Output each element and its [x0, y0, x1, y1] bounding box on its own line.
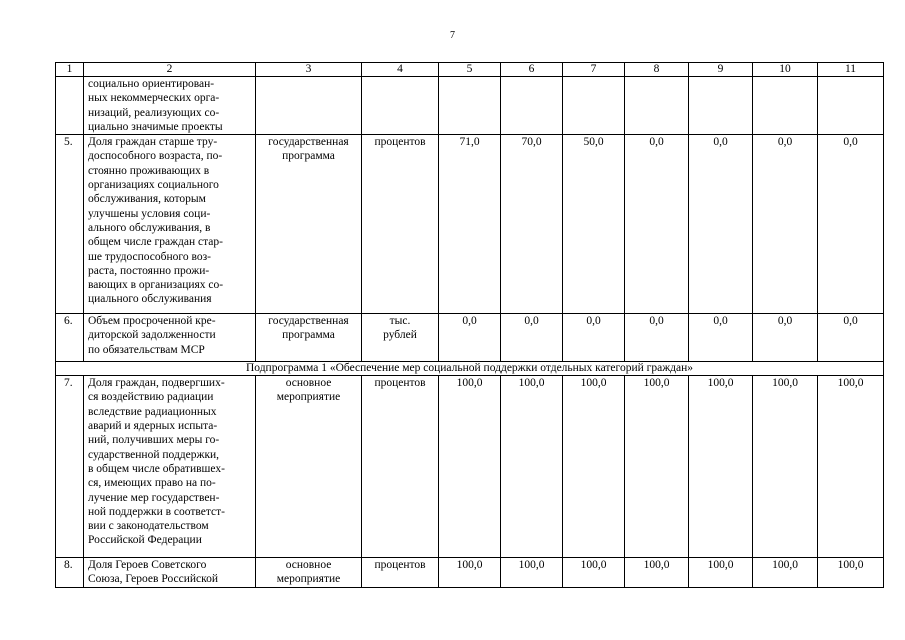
cell-line: в общем числе обратившех-	[88, 462, 225, 475]
cell-line: улучшены условия соци-	[88, 207, 211, 220]
value-cell: 100,0	[753, 558, 818, 588]
value-cell: 100,0	[501, 376, 563, 558]
value-cell: 50,0	[563, 135, 625, 314]
cell-line: Объем просроченной кре-	[88, 315, 216, 328]
table-row	[56, 314, 884, 362]
header-cell: 1	[56, 63, 84, 77]
cell-line: ального обслуживания, в	[88, 221, 211, 234]
cell-line: низаций, реализующих со-	[88, 106, 220, 119]
indicator-type	[256, 77, 362, 135]
header-cell: 6	[501, 63, 563, 77]
cell-line: Доля граждан старше тру-	[88, 136, 218, 149]
value-cell: 0,0	[689, 314, 753, 362]
value-cell: 100,0	[689, 558, 753, 588]
cell-line: сударственной поддержки,	[88, 448, 220, 461]
header-cell: 2	[84, 63, 256, 77]
cell-line: процентов	[374, 136, 426, 149]
value-cell: 0,0	[625, 314, 689, 362]
value-cell: 70,0	[501, 135, 563, 314]
cell-line: циально значимые проекты	[88, 120, 223, 133]
value-cell: 100,0	[625, 558, 689, 588]
cell-line: основное	[285, 559, 332, 572]
cell-line: процентов	[374, 559, 426, 572]
cell-line: общем числе граждан стар-	[88, 236, 223, 249]
value-cell: 0,0	[625, 135, 689, 314]
indicator-name	[84, 314, 256, 362]
value-cell: 100,0	[753, 376, 818, 558]
cell-line: ся воздействию радиации	[88, 391, 214, 404]
unit	[362, 77, 439, 135]
table-row	[56, 77, 884, 135]
header-cell: 10	[753, 63, 818, 77]
cell-line: процентов	[374, 377, 426, 390]
cell-line: мероприятие	[276, 573, 341, 586]
cell-line: основное	[285, 377, 332, 390]
cell-line: государственная	[268, 136, 349, 149]
page-number: 7	[450, 30, 455, 41]
value-cell: 100,0	[625, 376, 689, 558]
value-cell	[689, 77, 753, 135]
value-cell: 100,0	[689, 376, 753, 558]
indicator-type	[256, 376, 362, 558]
cell-line: Доля Героев Советского	[88, 559, 207, 572]
header-cell: 8	[625, 63, 689, 77]
value-cell: 0,0	[563, 314, 625, 362]
cell-line: социально ориентирован-	[88, 78, 215, 90]
indicator-name	[84, 376, 256, 558]
value-cell: 0,0	[753, 314, 818, 362]
cell-line: вследствие радиационных	[88, 405, 217, 418]
value-cell	[818, 77, 884, 135]
cell-line: по обязательствам МСР	[88, 343, 205, 356]
value-cell: 100,0	[501, 558, 563, 588]
value-cell: 71,0	[439, 135, 501, 314]
unit	[362, 135, 439, 314]
value-cell: 0,0	[818, 314, 884, 362]
cell-line: доспособного возраста, по-	[88, 150, 223, 163]
cell-line: лучение мер государствен-	[88, 491, 220, 504]
indicator-type	[256, 135, 362, 314]
cell-line: аварий и ядерных испыта-	[88, 420, 218, 433]
value-cell: 100,0	[818, 376, 884, 558]
cell-line: ся, имеющих право на по-	[88, 477, 216, 490]
header-cell: 7	[563, 63, 625, 77]
table-row	[56, 558, 884, 588]
indicator-name	[84, 135, 256, 314]
cell-line: ний, получивших меры го-	[88, 434, 220, 447]
header-cell: 11	[818, 63, 884, 77]
value-cell	[753, 77, 818, 135]
header-cell: 3	[256, 63, 362, 77]
value-cell: 0,0	[439, 314, 501, 362]
unit	[362, 376, 439, 558]
unit	[362, 558, 439, 588]
cell-line: диторской задолженности	[88, 329, 216, 342]
cell-line: раста, постоянно прожи-	[88, 264, 210, 277]
value-cell: 100,0	[439, 376, 501, 558]
value-cell: 0,0	[501, 314, 563, 362]
cell-line: Российской Федерации	[88, 534, 202, 547]
row-number	[56, 77, 84, 135]
cell-line: программа	[282, 150, 335, 163]
cell-line: стоянно проживающих в	[88, 164, 210, 177]
cell-line: программа	[282, 329, 335, 342]
header-row	[56, 63, 884, 77]
value-cell: 100,0	[563, 558, 625, 588]
cell-line: Союза, Героев Российской	[88, 573, 219, 586]
table-row	[56, 135, 884, 314]
value-cell: 100,0	[818, 558, 884, 588]
cell-line: государственная	[268, 315, 349, 328]
row-number: 5.	[56, 135, 84, 314]
indicator-name	[84, 77, 256, 135]
value-cell	[439, 77, 501, 135]
cell-line: организациях социального	[88, 179, 219, 192]
cell-line: вающих в организациях со-	[88, 279, 224, 292]
subprogram-title: Подпрограмма 1 «Обеспечение мер социальной поддержки отдельных категорий граждан»	[56, 362, 884, 376]
cell-line: мероприятие	[276, 391, 341, 404]
header-cell: 9	[689, 63, 753, 77]
indicators-table	[55, 62, 884, 588]
indicator-type	[256, 314, 362, 362]
value-cell	[563, 77, 625, 135]
cell-line: циального обслуживания	[88, 293, 212, 306]
value-cell: 100,0	[439, 558, 501, 588]
cell-line: ше трудоспособного воз-	[88, 250, 211, 263]
table-row	[56, 376, 884, 558]
cell-line: ных некоммерческих орга-	[88, 92, 220, 105]
cell-line: рублей	[383, 329, 417, 342]
subprogram-row	[56, 362, 884, 376]
value-cell	[625, 77, 689, 135]
cell-line: тыс.	[389, 315, 411, 328]
header-cell: 5	[439, 63, 501, 77]
row-number: 6.	[56, 314, 84, 362]
cell-line: обслуживания, которым	[88, 193, 206, 206]
indicator-name	[84, 558, 256, 588]
value-cell: 100,0	[563, 376, 625, 558]
cell-line: вии с законодательством	[88, 520, 209, 533]
header-cell: 4	[362, 63, 439, 77]
row-number: 8.	[56, 558, 84, 588]
cell-line: Доля граждан, подвергших-	[88, 377, 225, 390]
value-cell	[501, 77, 563, 135]
value-cell: 0,0	[689, 135, 753, 314]
unit	[362, 314, 439, 362]
cell-line: ной поддержки в соответст-	[88, 505, 226, 518]
value-cell: 0,0	[753, 135, 818, 314]
value-cell: 0,0	[818, 135, 884, 314]
row-number: 7.	[56, 376, 84, 558]
indicator-type	[256, 558, 362, 588]
